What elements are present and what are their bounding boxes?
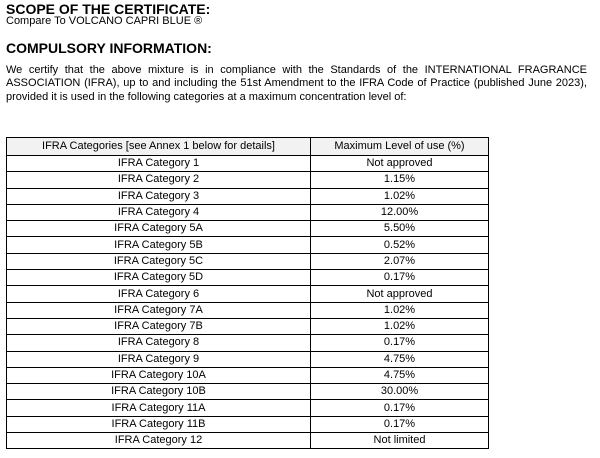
max-level-cell: 1.02%	[311, 318, 489, 334]
ifra-table	[6, 137, 489, 449]
max-level-cell: 1.02%	[311, 302, 489, 318]
category-cell: IFRA Category 5B	[7, 237, 311, 253]
max-level-cell: 4.75%	[311, 367, 489, 383]
max-level-cell: 12.00%	[311, 204, 489, 220]
table-row	[7, 221, 489, 237]
max-level-cell: Not limited	[311, 433, 489, 449]
category-cell: IFRA Category 1	[7, 156, 311, 172]
category-cell: IFRA Category 10A	[7, 367, 311, 383]
max-level-cell: 2.07%	[311, 253, 489, 269]
category-cell: IFRA Category 12	[7, 433, 311, 449]
max-level-cell: 0.17%	[311, 416, 489, 432]
table-row	[7, 302, 489, 318]
table-row	[7, 351, 489, 367]
table-row	[7, 204, 489, 220]
category-cell: IFRA Category 2	[7, 172, 311, 188]
max-level-cell: 0.52%	[311, 237, 489, 253]
category-cell: IFRA Category 5C	[7, 253, 311, 269]
category-cell: IFRA Category 6	[7, 286, 311, 302]
table-row	[7, 156, 489, 172]
scope-heading: SCOPE OF THE CERTIFICATE:	[6, 1, 211, 17]
category-cell: IFRA Category 3	[7, 188, 311, 204]
table-row	[7, 237, 489, 253]
header-ifra-categories: IFRA Categories [see Annex 1 below for details]	[7, 138, 311, 156]
max-level-cell: Not approved	[311, 286, 489, 302]
category-cell: IFRA Category 7B	[7, 318, 311, 334]
table-row	[7, 384, 489, 400]
table-row	[7, 416, 489, 432]
table-row	[7, 188, 489, 204]
max-level-cell: 5.50%	[311, 221, 489, 237]
category-cell: IFRA Category 5A	[7, 221, 311, 237]
category-cell: IFRA Category 11B	[7, 416, 311, 432]
max-level-cell: 0.17%	[311, 400, 489, 416]
table-row	[7, 335, 489, 351]
max-level-cell: 0.17%	[311, 335, 489, 351]
max-level-cell: 1.02%	[311, 188, 489, 204]
category-cell: IFRA Category 7A	[7, 302, 311, 318]
product-compare-line: Compare To VOLCANO CAPRI BLUE ®	[6, 15, 203, 27]
category-cell: IFRA Category 5D	[7, 270, 311, 286]
category-cell: IFRA Category 11A	[7, 400, 311, 416]
max-level-cell: Not approved	[311, 156, 489, 172]
header-max-level: Maximum Level of use (%)	[311, 138, 489, 156]
table-row	[7, 318, 489, 334]
category-cell: IFRA Category 10B	[7, 384, 311, 400]
table-row	[7, 367, 489, 383]
category-cell: IFRA Category 4	[7, 204, 311, 220]
table-header-row	[7, 138, 489, 156]
compulsory-heading: COMPULSORY INFORMATION:	[6, 40, 212, 56]
table-row	[7, 253, 489, 269]
compliance-paragraph: We certify that the above mixture is in compliance with the Standards of the INTERNATIONAL FRAGRANCE ASSOCIATION (IFRA), up to and including the 51st Amendment to the IFRA Code of Practice (published June 2023), provided it is used in the following categories at a maximum concentration level of:	[6, 64, 587, 103]
max-level-cell: 0.17%	[311, 270, 489, 286]
category-cell: IFRA Category 9	[7, 351, 311, 367]
table-row	[7, 172, 489, 188]
max-level-cell: 4.75%	[311, 351, 489, 367]
max-level-cell: 1.15%	[311, 172, 489, 188]
table-row	[7, 400, 489, 416]
category-cell: IFRA Category 8	[7, 335, 311, 351]
table-row	[7, 433, 489, 449]
table-row	[7, 270, 489, 286]
max-level-cell: 30.00%	[311, 384, 489, 400]
table-row	[7, 286, 489, 302]
